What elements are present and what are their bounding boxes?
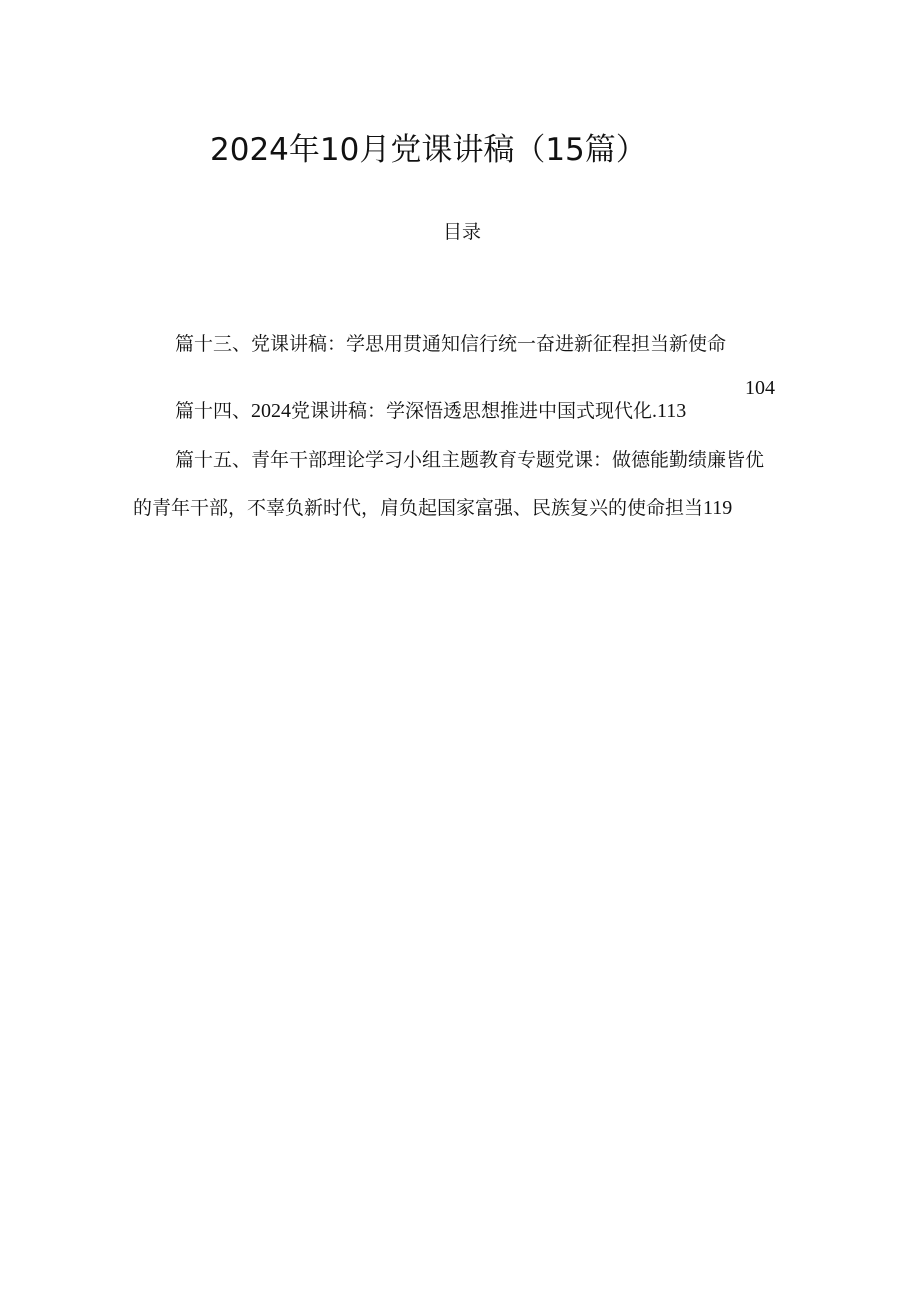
page-title: 2024年10月党课讲稿（15篇） (210, 132, 647, 168)
toc-heading: 目录 (443, 221, 482, 243)
toc-entry-13[interactable] (175, 330, 726, 358)
toc-entry-15[interactable] (175, 446, 764, 474)
toc-entry-14-page-number: 113 (657, 400, 687, 422)
toc-entry-title-suffix: 党课讲稿：学深悟透思想推进中国式现代化 (291, 400, 653, 422)
toc-entry-title-prefix: 篇十四、 (175, 400, 252, 422)
toc-entry-14[interactable] (175, 397, 686, 425)
toc-leader-dot: . (652, 400, 658, 422)
toc-entry-title-line1: 篇十五、青年干部理论学习小组主题教育专题党课：做德能勤绩廉皆优 (175, 449, 765, 471)
toc-entry-13-page-number: 104 (745, 377, 775, 399)
toc-entry-title: 篇十三、党课讲稿：学思用贯通知信行统一奋进新征程担当新使命 (175, 333, 727, 355)
toc-entry-title-year: 2024 (251, 400, 292, 422)
toc-entry-15-continued[interactable] (133, 494, 732, 522)
toc-entry-title-line2: 的青年干部，不辜负新时代，肩负起国家富强、民族复兴的使命担当 (133, 497, 704, 519)
toc-entry-15-page-number: 119 (703, 497, 733, 519)
